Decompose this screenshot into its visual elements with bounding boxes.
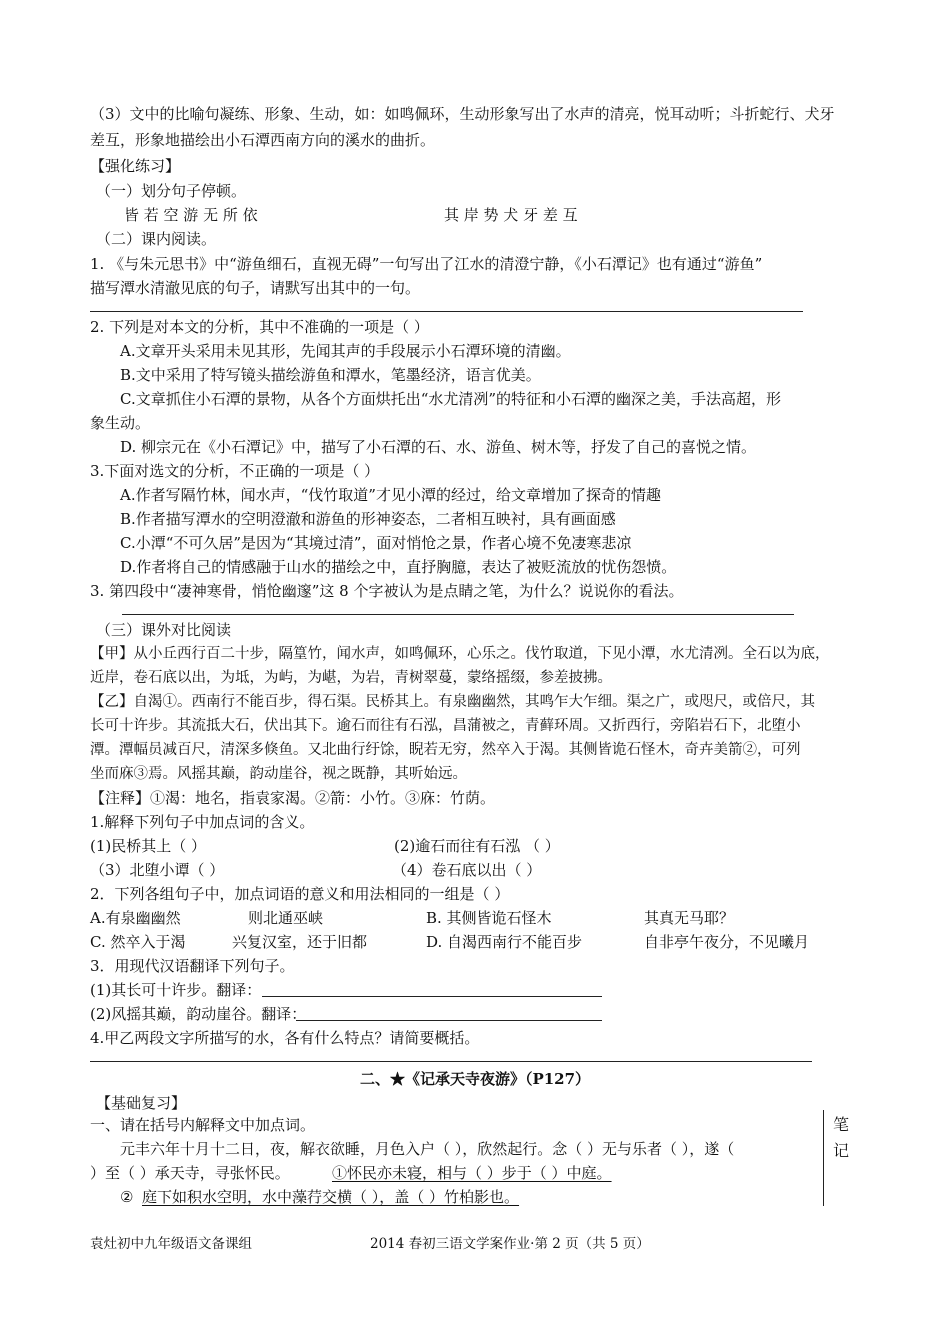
footer-page-info: 2014 春初三语文学案作业·第 2 页（共 5 页） bbox=[370, 1236, 650, 1252]
p3-q1-item-2: (2)逾石而往有石泓 （ ） bbox=[394, 837, 560, 855]
answer-line-q4[interactable] bbox=[122, 614, 794, 615]
p3-q3-item-1: (1)其长可十许步。翻译： bbox=[90, 981, 262, 999]
q2-option-d: D. 柳宗元在《小石潭记》中，描写了小石潭的石、水、游鱼、树木等，抒发了自己的喜悦之情。 bbox=[120, 438, 757, 456]
q1-line-2: 描写潭水清澈见底的句子，请默写出其中的一句。 bbox=[90, 279, 421, 297]
q2-option-a: A.文章开头采用未见其形，先闻其声的手段展示小石潭环境的清幽。 bbox=[120, 342, 571, 360]
translate-line-2[interactable] bbox=[296, 1020, 602, 1021]
analysis-line-1: （3）文中的比喻句凝练、形象、生动，如：如鸣佩环，生动形象写出了水声的清亮，悦耳动听；斗折蛇行、犬牙 bbox=[90, 105, 835, 123]
answer-line-q1[interactable] bbox=[90, 311, 803, 312]
part2-title: （二）课内阅读。 bbox=[96, 230, 217, 248]
p3-q3-stem: 3．用现代汉语翻译下列句子。 bbox=[90, 957, 295, 975]
pause-sentence-2: 其 岸 势 犬 牙 差 互 bbox=[444, 206, 578, 224]
p3-q1-item-4: （4）卷石底以出（ ） bbox=[392, 861, 542, 879]
p3-q2-stem: 2．下列各组句子中，加点词语的意义和用法相同的一组是（ ） bbox=[90, 885, 510, 903]
chengtian-text-line-2b: ①怀民亦未寝，相与（ ）步于（ ）中庭。 bbox=[332, 1164, 612, 1182]
p3-q2-c-right: 兴复汉室，还于旧都 bbox=[232, 933, 368, 951]
section2-title: 二、★《记承天寺夜游》（P127） bbox=[359, 1070, 591, 1088]
notes-label-1: 笔 bbox=[833, 1115, 850, 1134]
q2-option-c-line-1: C.文章抓住小石潭的景物，从各个方面烘托出“水尤清冽”的特征和小石潭的幽深之美，手法高超，形 bbox=[120, 390, 782, 408]
q3-option-a: A.作者写隔竹林，闻水声，“伐竹取道”才见小潭的经过，给文章增加了探奇的情趣 bbox=[120, 486, 661, 504]
passage-yi-line-1: 【乙】自渴①。西南行不能百步，得石渠。民桥其上。有泉幽幽然，其鸣乍大乍细。渠之广，或咫尺，或倍尺，其 bbox=[90, 694, 815, 710]
p3-q2-a-left: A.有泉幽幽然 bbox=[90, 909, 181, 927]
notes-column-divider bbox=[823, 1110, 824, 1206]
q2-option-c-line-2: 象生动。 bbox=[90, 414, 151, 432]
passage-jia-line-1: 【甲】从小丘西行百二十步，隔篁竹，闻水声，如鸣佩环，心乐之。伐竹取道，下见小潭，水尤清冽。全石以为底， bbox=[90, 646, 830, 662]
q3-option-d: D.作者将自己的情感融于山水的描绘之中，直抒胸臆，表达了被贬流放的忧伤怨愤。 bbox=[120, 558, 677, 576]
p3-q1-stem: 1.解释下列句子中加点词的含义。 bbox=[90, 813, 315, 831]
chengtian-text-line-2a: ）至（ ）承天寺，寻张怀民。 bbox=[90, 1164, 290, 1182]
p3-q1-item-3: （3）北堕小谭（ ） bbox=[90, 861, 225, 879]
analysis-line-2: 差互，形象地描绘出小石潭西南方向的溪水的曲折。 bbox=[90, 131, 436, 149]
answer-line-p3-q4[interactable] bbox=[90, 1061, 812, 1062]
q2-stem: 2. 下列是对本文的分析，其中不准确的一项是（ ） bbox=[90, 318, 429, 336]
chengtian-text-line-3b: 庭下如积水空明，水中藻荇交横（ ），盖（ ）竹柏影也。 bbox=[142, 1188, 520, 1206]
pause-sentence-1: 皆 若 空 游 无 所 依 bbox=[124, 206, 258, 224]
q3-stem: 3.下面对选文的分析，不正确的一项是（ ） bbox=[90, 462, 380, 480]
p3-q2-a-right: 则北通巫峡 bbox=[248, 909, 324, 927]
s2-q1-stem: 一、请在括号内解释文中加点词。 bbox=[90, 1116, 316, 1134]
notes-label-2: 记 bbox=[833, 1141, 850, 1160]
passage-jia-line-2: 近岸，卷石底以出，为坻，为屿，为嵁，为岩，青树翠蔓，蒙络摇缀，参差披拂。 bbox=[90, 670, 612, 686]
p3-q1-item-1: (1)民桥其上（ ） bbox=[90, 837, 207, 855]
passage-yi-line-3: 潭。潭幅员减百尺，清深多倏鱼。又北曲行纡馀，睨若无穷，然卒入于渴。其侧皆诡石怪木，奇卉美箭②，可列 bbox=[90, 742, 801, 758]
passage-yi-line-2: 长可十许步。其流抵大石，伏出其下。逾石而往有石泓，昌蒲被之，青藓环周。又折西行，旁陷岩石下，北堕小 bbox=[90, 718, 801, 734]
p3-q4-stem: 4.甲乙两段文字所描写的水，各有什么特点？请简要概括。 bbox=[90, 1029, 480, 1047]
passage-yi-line-4: 坐而庥③焉。风摇其巅，韵动崖谷，视之既静，其听始远。 bbox=[90, 766, 467, 782]
p3-q2-b-left: B. 其侧皆诡石怪木 bbox=[426, 909, 552, 927]
footer-left: 袁灶初中九年级语文备课组 bbox=[90, 1236, 252, 1252]
notes: 【注释】①渴：地名，指袁家渴。②箭：小竹。③庥：竹荫。 bbox=[90, 789, 496, 807]
q1-line-1: 1. 《与朱元思书》中“游鱼细石，直视无碍”一句写出了江水的清澄宁静，《小石潭记》也有通过“游鱼” bbox=[90, 255, 763, 273]
practice-header: 【强化练习】 bbox=[90, 157, 181, 175]
p3-q2-d-right: 自非亭午夜分，不见曦月 bbox=[644, 933, 810, 951]
q3-option-b: B.作者描写潭水的空明澄澈和游鱼的形神姿态，二者相互映衬，具有画面感 bbox=[120, 510, 616, 528]
p3-q3-item-2: (2)风摇其巅，韵动崖谷。翻译： bbox=[90, 1005, 307, 1023]
chengtian-text-line-1: 元丰六年十月十二日，夜，解衣欲睡，月色入户（ ），欣然起行。念（ ）无与乐者（ ），遂（ bbox=[120, 1140, 735, 1158]
q4-stem: 3. 第四段中“凄神寒骨，悄怆幽邃”这 8 个字被认为是点睛之笔，为什么？说说你的看法。 bbox=[90, 582, 684, 600]
part3-title: （三）课外对比阅读 bbox=[96, 621, 232, 639]
translate-line-1[interactable] bbox=[262, 996, 602, 997]
q2-option-b: B.文中采用了特写镜头描绘游鱼和潭水，笔墨经济，语言优美。 bbox=[120, 366, 541, 384]
part1-title: （一）划分句子停顿。 bbox=[96, 182, 247, 200]
p3-q2-b-right: 其真无马耶？ bbox=[644, 909, 735, 927]
basic-review-header: 【基础复习】 bbox=[96, 1094, 187, 1112]
p3-q2-d-left: D. 自渴西南行不能百步 bbox=[426, 933, 583, 951]
p3-q2-c-left: C. 然卒入于渴 bbox=[90, 933, 186, 951]
chengtian-text-line-3a: ② bbox=[120, 1188, 134, 1206]
q3-option-c: C.小潭“不可久居”是因为“其境过清”，面对悄怆之景，作者心境不免凄寒悲凉 bbox=[120, 534, 632, 552]
